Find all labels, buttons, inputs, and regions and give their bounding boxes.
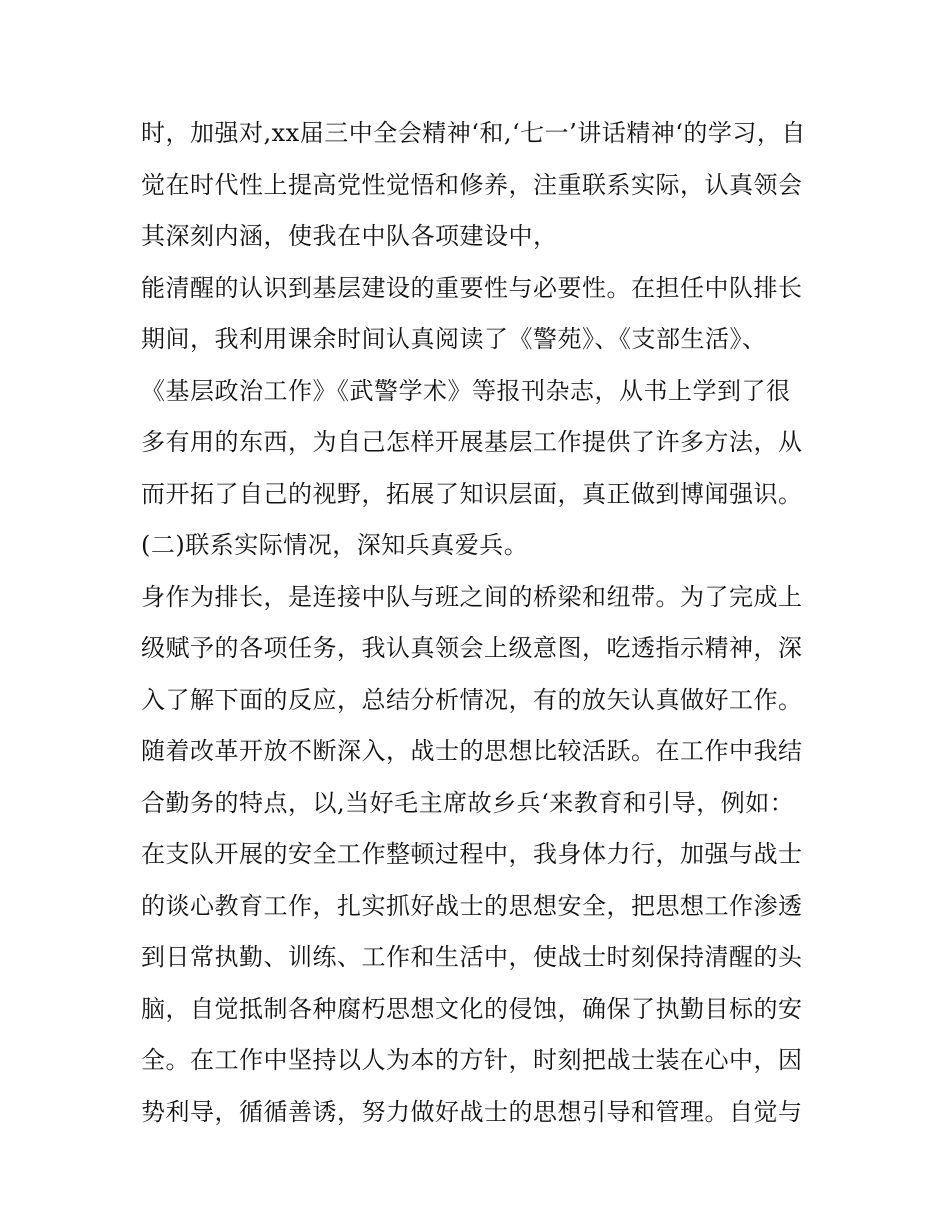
text-line: 的谈心教育工作，扎实抓好战士的思想安全，把思想工作渗透 <box>141 891 803 920</box>
section-heading: (二)联系实际情况，深知兵真爱兵。 <box>141 531 529 559</box>
text-line: 其深刻内涵，使我在中队各项建设中， <box>141 222 558 250</box>
text-line: 入了解下面的反应，总结分析情况，有的放矢认真做好工作。 <box>141 685 803 714</box>
text-line: 《基层政治工作》《武警学术》等报刊杂志，从书上学到了很 <box>141 376 791 405</box>
text-line: 期间，我利用课余时间认真阅读了《警苑》、《支部生活》、 <box>141 325 767 353</box>
text-line: 随着改革开放不断深入，战士的思想比较活跃。在工作中我结 <box>141 737 803 765</box>
text-line: 身作为排长，是连接中队与班之间的桥梁和纽带。为了完成上 <box>141 582 803 611</box>
text-line: 脑，自觉抵制各种腐朽思想文化的侵蚀，确保了执勤目标的安 <box>141 994 803 1023</box>
text-line: 觉在时代性上提高党性觉悟和修养，注重联系实际，认真领会 <box>141 170 803 199</box>
text-line: 多有用的东西，为自己怎样开展基层工作提供了许多方法，从 <box>141 428 803 456</box>
text-line: 到日常执勤、训练、工作和生活中，使战士时刻保持清醒的头 <box>141 943 803 971</box>
text-line: 在支队开展的安全工作整顿过程中，我身体力行，加强与战士 <box>141 840 803 868</box>
text-line: 势利导，循循善诱，努力做好战士的思想引导和管理。自觉与 <box>141 1097 803 1126</box>
text-line: 全。在工作中坚持以人为本的方针，时刻把战士装在心中，因 <box>141 1046 803 1074</box>
text-line: 而开拓了自己的视野，拓展了知识层面，真正做到博闻强识。 <box>141 479 803 508</box>
text-line: 时，加强对,xx届三中全会精神‘和,‘七一’讲话精神‘的学习，自 <box>141 119 806 147</box>
text-line: 能清醒的认识到基层建设的重要性与必要性。在担任中队排长 <box>141 273 803 302</box>
body-text <box>141 108 821 1138</box>
text-line: 合勤务的特点，以,当好毛主席故乡兵‘来教育和引导，例如： <box>141 788 795 817</box>
text-line: 级赋予的各项任务，我认真领会上级意图，吃透指示精神，深 <box>141 634 803 662</box>
